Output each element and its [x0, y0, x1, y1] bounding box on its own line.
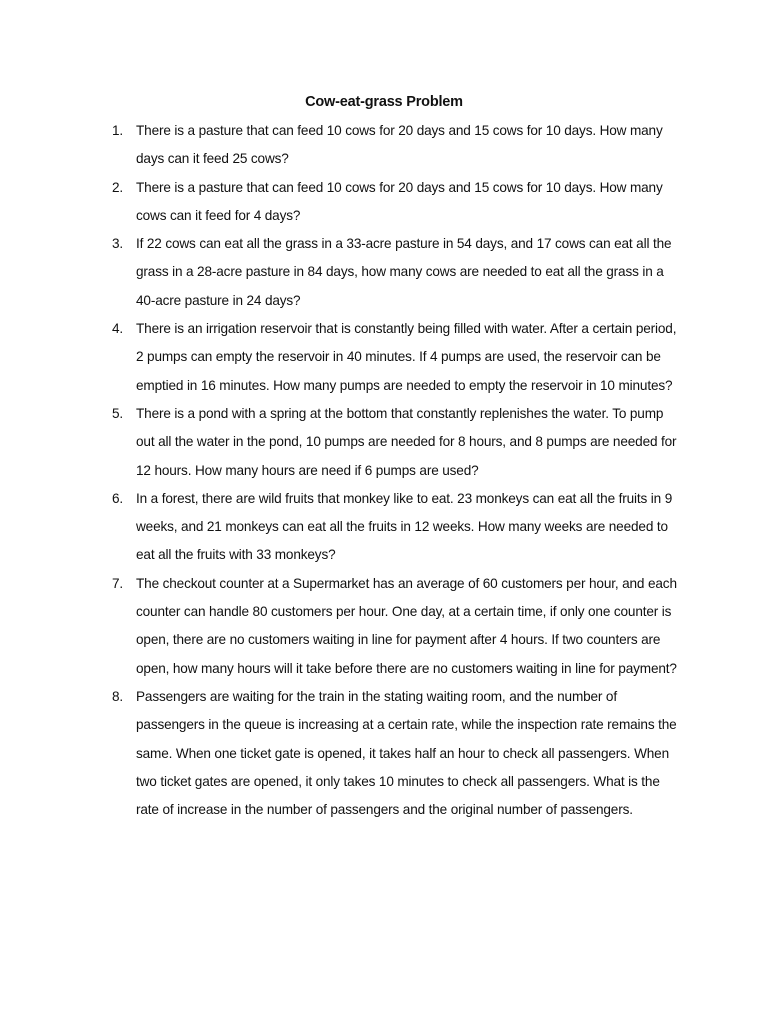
problem-number: 5.	[112, 405, 124, 421]
problem-text: The checkout counter at a Supermarket has an average of 60 customers per hour, and each counter can handle 80 customers per hour. One day, at a certain time, if only one counter is open, there are no customers waiting in line for payment after 4 hours. If two counters are open, how many hours will it take before there are no customers waiting in line for payment?	[136, 575, 677, 676]
problem-item	[112, 315, 682, 400]
problem-text: In a forest, there are wild fruits that monkey like to eat. 23 monkeys can eat all the fruits in 9 weeks, and 21 monkeys can eat all the fruits in 12 weeks. How many weeks are needed to eat all the fruits with 33 monkeys?	[136, 490, 673, 563]
problem-item	[112, 117, 682, 174]
problem-number: 7.	[112, 575, 124, 591]
problem-item	[112, 570, 682, 683]
problem-item	[112, 683, 682, 824]
document-title: Cow-eat-grass Problem	[305, 94, 463, 110]
problem-item	[112, 174, 682, 231]
problem-text: There is an irrigation reservoir that is constantly being filled with water. After a certain period, 2 pumps can empty the reservoir in 40 minutes. If 4 pumps are used, the reservoir can be emptied in 16 minutes. How many pumps are needed to empty the reservoir in 10 minutes?	[136, 321, 677, 393]
problem-number: 2.	[112, 179, 124, 195]
problem-number: 1.	[112, 123, 124, 138]
problem-text: Passengers are waiting for the train in the stating waiting room, and the number of passengers in the queue is increasing at a certain rate, while the inspection rate remains the same. When one ticket gate is opened, it takes half an hour to check all passengers. When two ticket gates are opened, it only takes 10 minutes to check all passengers. What is the rate of increase in the number of passengers and the original number of passengers.	[136, 688, 677, 818]
problem-number: 3.	[112, 236, 124, 252]
problem-text: If 22 cows can eat all the grass in a 33-acre pasture in 54 days, and 17 cows can eat all the grass in a 28-acre pasture in 84 days, how many cows are needed to eat all the grass in a 40-acre pasture in 24 days?	[136, 236, 672, 308]
problem-list	[112, 117, 682, 824]
problem-number: 4.	[112, 321, 124, 337]
problem-item	[112, 485, 682, 570]
problem-text: There is a pasture that can feed 10 cows for 20 days and 15 cows for 10 days. How many cows can it feed for 4 days?	[136, 179, 663, 223]
problem-text: There is a pasture that can feed 10 cows for 20 days and 15 cows for 10 days. How many days can it feed 25 cows?	[136, 123, 663, 167]
problem-item	[112, 230, 682, 315]
problem-text: There is a pond with a spring at the bottom that constantly replenishes the water. To pump out all the water in the pond, 10 pumps are needed for 8 hours, and 8 pumps are needed for 12 hours. How many hours are need if 6 pumps are used?	[136, 405, 677, 478]
problem-number: 6.	[112, 490, 124, 506]
problem-item	[112, 400, 682, 485]
problem-number: 8.	[112, 688, 124, 704]
